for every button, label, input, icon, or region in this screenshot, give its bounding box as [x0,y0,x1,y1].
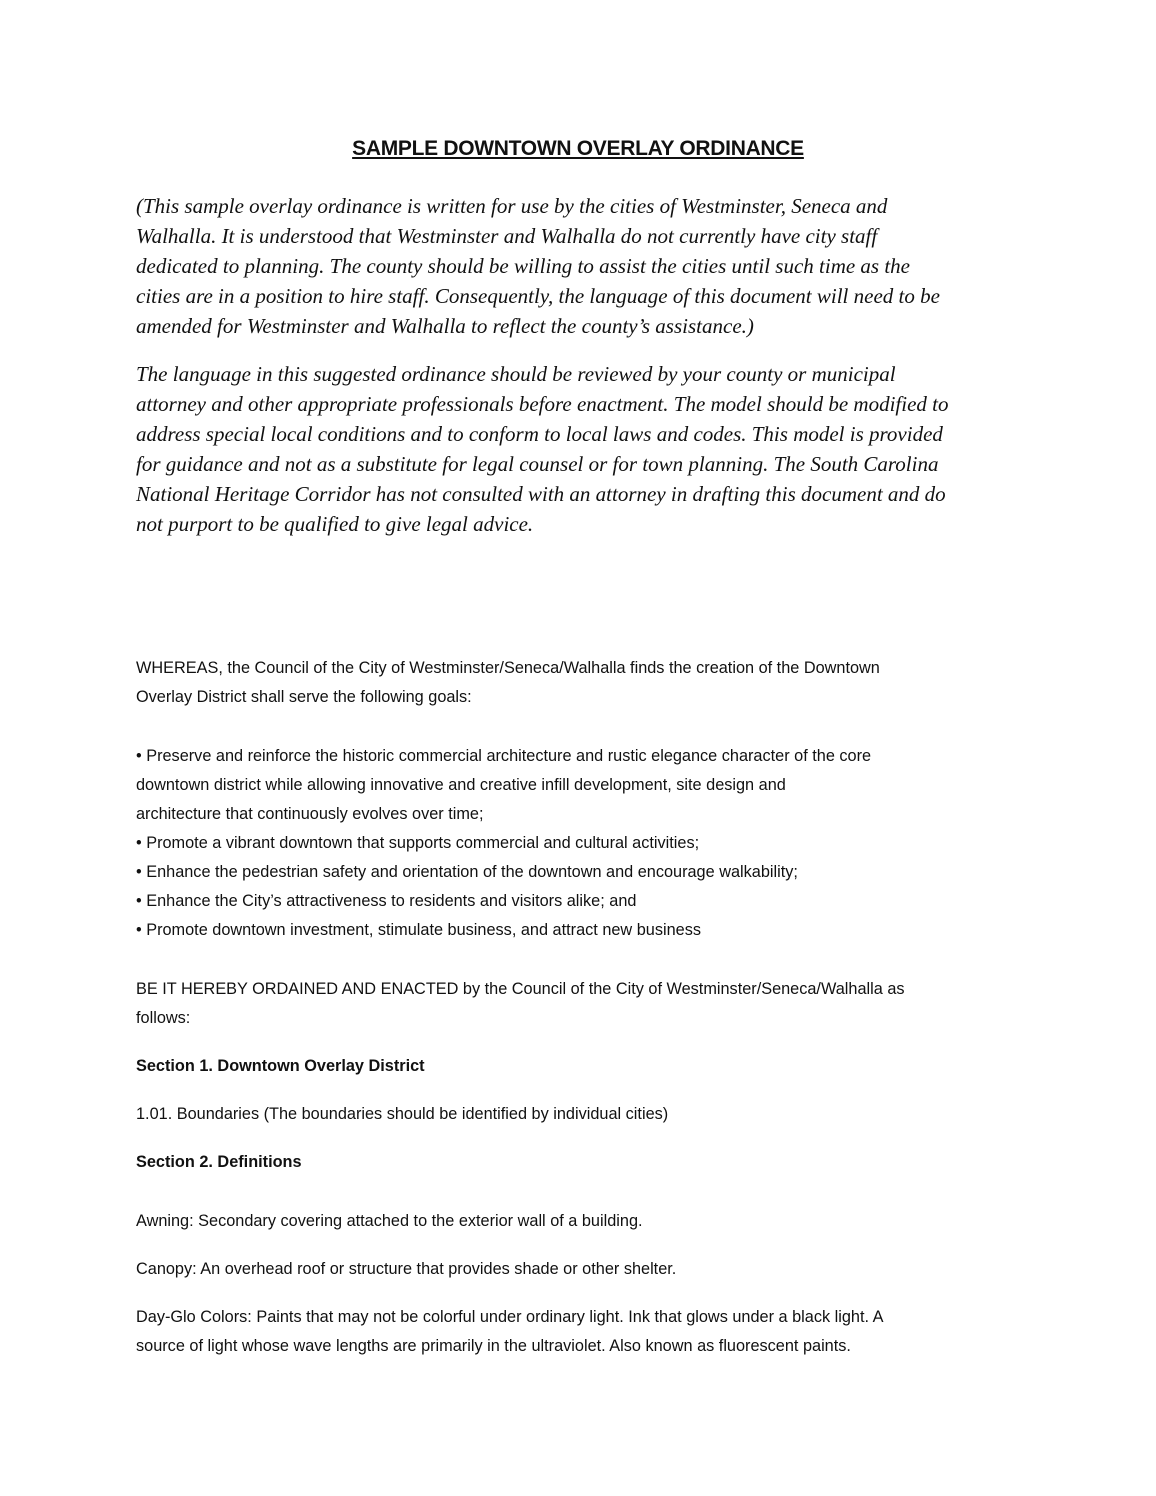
section-1-heading: Section 1. Downtown Overlay District [136,1057,425,1075]
text-line: (This sample overlay ordinance is written for use by the cities of Westminster, Seneca and [136,194,888,218]
list-item: • Promote downtown investment, stimulate business, and attract new business [136,921,701,939]
text-line: dedicated to planning. The county should be willing to assist the cities until such time as the [136,254,911,278]
text-line: Overlay District shall serve the following goals: [136,688,472,706]
text-line: follows: [136,1009,191,1027]
text-line: for guidance and not as a substitute for legal counsel or for town planning. The South Carolina [136,452,939,476]
text-line: attorney and other appropriate professionals before enactment. The model should be modified to [136,392,949,416]
boundaries-clause: 1.01. Boundaries (The boundaries should be identified by individual cities) [136,1105,669,1123]
text-line: WHEREAS, the Council of the City of Westminster/Seneca/Walhalla finds the creation of the Downtown [136,659,880,677]
intro-note [136,191,940,341]
disclaimer [136,359,949,539]
whereas-paragraph [136,654,880,712]
text-line: cities are in a position to hire staff. Consequently, the language of this document will need to be [136,284,940,308]
list-item: • Preserve and reinforce the historic commercial architecture and rustic elegance character of the core [136,747,872,765]
list-item: • Promote a vibrant downtown that supports commercial and cultural activities; [136,834,700,852]
text-line: Day-Glo Colors: Paints that may not be colorful under ordinary light. Ink that glows under a black light. A [136,1308,884,1326]
definition-dayglo [136,1303,884,1361]
list-item: • Enhance the City’s attractiveness to residents and visitors alike; and [136,892,637,910]
document-title: SAMPLE DOWNTOWN OVERLAY ORDINANCE [352,137,804,160]
text-line: BE IT HEREBY ORDAINED AND ENACTED by the Council of the City of Westminster/Seneca/Walhalla as [136,980,905,998]
definition-canopy: Canopy: An overhead roof or structure that provides shade or other shelter. [136,1260,677,1278]
definition-awning: Awning: Secondary covering attached to the exterior wall of a building. [136,1212,643,1230]
text-line: not purport to be qualified to give legal advice. [136,512,534,536]
text-line: Walhalla. It is understood that Westminster and Walhalla do not currently have city staff [136,224,878,248]
list-item-continued: architecture that continuously evolves over time; [136,805,484,823]
enactment-paragraph [136,975,905,1033]
goals-list [136,742,871,945]
text-line: National Heritage Corridor has not consulted with an attorney in drafting this document and do [136,482,946,506]
list-item: • Enhance the pedestrian safety and orientation of the downtown and encourage walkability; [136,863,798,881]
section-2-heading: Section 2. Definitions [136,1153,302,1171]
text-line: amended for Westminster and Walhalla to reflect the county’s assistance.) [136,314,754,338]
text-line: The language in this suggested ordinance should be reviewed by your county or municipal [136,362,896,386]
text-line: source of light whose wave lengths are primarily in the ultraviolet. Also known as fluorescent paints. [136,1337,851,1355]
list-item-continued: downtown district while allowing innovative and creative infill development, site design and [136,776,786,794]
text-line: address special local conditions and to conform to local laws and codes. This model is provided [136,422,943,446]
